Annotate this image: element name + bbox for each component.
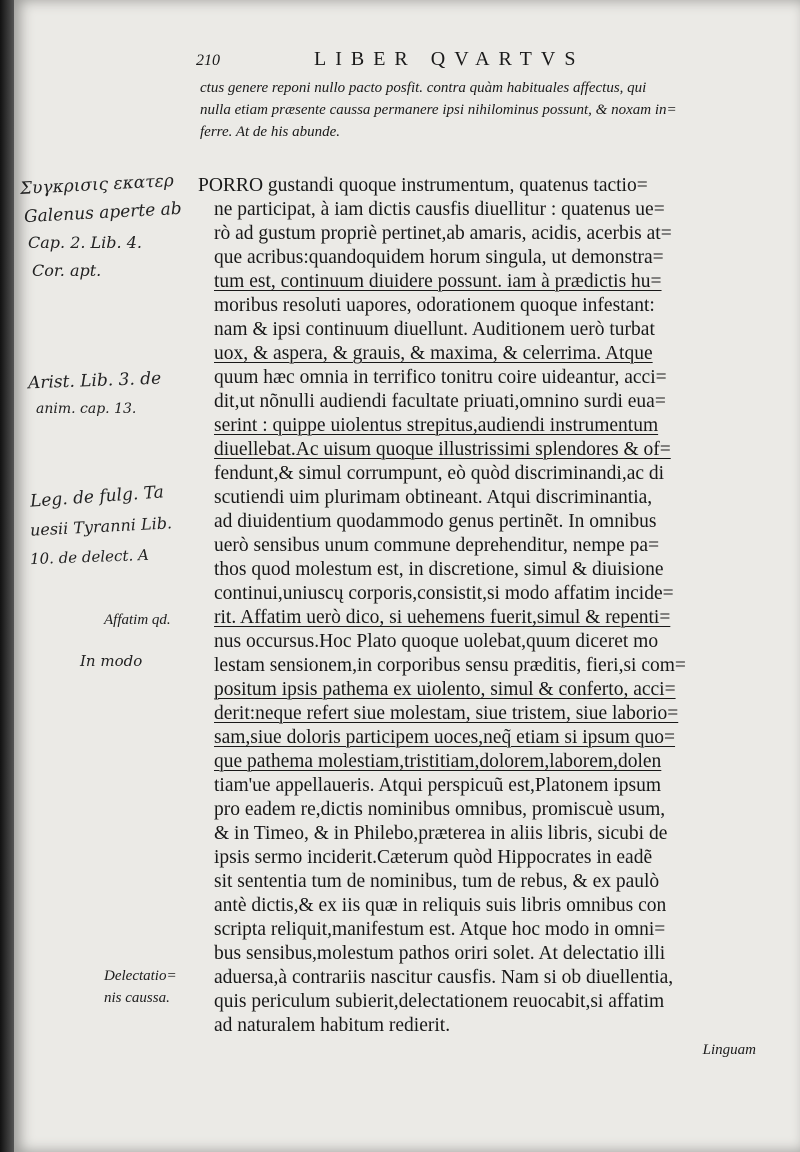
body-text-line: dit,ut nõnulli audiendi facultate priuati,omnino surdi eua= bbox=[214, 391, 666, 412]
body-text-line: nus occursus.Hoc Plato quoque uolebat,quum diceret mo bbox=[214, 631, 659, 652]
catchword: Linguam bbox=[702, 1042, 756, 1058]
body-text-line: continui,uniuscų corporis,consistit,si modo affatim incide= bbox=[214, 583, 674, 604]
page-header bbox=[196, 48, 756, 74]
body-text-line: ad naturalem habitum redierit. bbox=[214, 1015, 451, 1036]
body-text-line: sit sententia tum de nominibus, tum de rebus, & ex paulò bbox=[214, 871, 660, 892]
body-text-line: sam,siue doloris participem uoces,neq̃ etiam si ipsum quo= bbox=[214, 727, 676, 748]
body-text-line: fendunt,& simul corrumpunt, eò quòd discriminandi,ac di bbox=[214, 463, 665, 484]
body-text-line: aduersa,à contrariis nascitur causfis. Nam si ob diuellentia, bbox=[214, 967, 674, 988]
body-text-line: quum hæc omnia in terrifico tonitru coire uideantur, acci= bbox=[214, 367, 667, 388]
handwritten-annotation: anim. cap. 13. bbox=[36, 401, 137, 417]
continued-text-line: nulla etiam præsente caussa permanere ipsi nihilominus possunt, & noxam in= bbox=[200, 102, 677, 118]
body-text-line: uerò sensibus unum commune deprehenditur, nempe pa= bbox=[214, 535, 660, 556]
body-text-line: ad diuidentium quodammodo genus pertinẽt. In omnibus bbox=[214, 511, 657, 532]
handwritten-annotation: In modo bbox=[80, 652, 143, 670]
handwritten-annotation: Galenus aperte ab bbox=[23, 198, 183, 228]
body-text-line: derit:neque refert siue molestam, siue tristem, siue laborio= bbox=[214, 703, 679, 724]
continued-text-line: ferre. At de his abunde. bbox=[200, 124, 340, 140]
margin-note-affatim: Affatim qd. bbox=[104, 612, 171, 628]
body-text-line: ne participat, à iam dictis causfis diuellitur : quatenus ue= bbox=[214, 199, 665, 220]
body-text-line: scripta reliquit,manifestum est. Atque hoc modo in omni= bbox=[214, 919, 666, 940]
running-title: LIBER QVARTVS bbox=[314, 48, 585, 70]
body-text-line: lestam sensionem,in corporibus sensu præditis, fieri,si com= bbox=[214, 655, 686, 676]
body-text-line: serint : quippe uiolentus strepitus,audiendi instrumentum bbox=[214, 415, 659, 436]
body-text-line: thos quod molestum est, in discretione, simul & diuisione bbox=[214, 559, 664, 580]
body-text-line: nam & ipsi continuum diuellunt. Auditionem uerò turbat bbox=[214, 319, 655, 340]
body-text-line: tum est, continuum diuidere possunt. iam à prædictis hu= bbox=[214, 271, 662, 292]
margin-note-delectatio: Delectatio= bbox=[104, 968, 177, 984]
body-text-line: bus sensibus,molestum pathos oriri solet. At delectatio illi bbox=[214, 943, 666, 964]
body-text-line: antè dictis,& ex iis quæ in reliquis suis libris omnibus con bbox=[214, 895, 667, 916]
body-text-line: & in Timeo, & in Philebo,præterea in aliis libris, sicubi de bbox=[214, 823, 668, 844]
body-text-line: rò ad gustum propriè pertinet,ab amaris, acidis, acerbis at= bbox=[214, 223, 672, 244]
body-text-line: uox, & aspera, & grauis, & maxima, & celerrima. Atque bbox=[214, 343, 653, 364]
handwritten-annotation: Cap. 2. Lib. 4. bbox=[28, 233, 142, 252]
body-text-line: que acribus:quandoquidem horum singula, ut demonstra= bbox=[214, 247, 664, 268]
handwritten-annotation: Arist. Lib. 3. de bbox=[27, 368, 162, 394]
continued-text-line: ctus genere reponi nullo pacto posfit. contra quàm habituales affectus, qui bbox=[200, 80, 647, 96]
handwritten-annotation: Leg. de fulg. Ta bbox=[29, 482, 165, 512]
body-text-line: diuellebat.Ac uisum quoque illustrissimi splendores & of= bbox=[214, 439, 671, 460]
handwritten-annotation: 10. de delect. A bbox=[29, 545, 150, 569]
handwritten-annotation: Cor. apt. bbox=[32, 261, 102, 280]
body-text-line: scutiendi uim plurimam obtineant. Atqui discriminantia, bbox=[214, 487, 653, 508]
body-text-line: tiam'ue appellaueris. Atqui perspicuũ est,Platonem ipsum bbox=[214, 775, 662, 796]
body-text-line: moribus resoluti uapores, odorationem quoque infestant: bbox=[214, 295, 655, 316]
body-text-line: rit. Affatim uerò dico, si uehemens fuerit,simul & repenti= bbox=[214, 607, 671, 628]
margin-note-delectatio-cont: nis caussa. bbox=[104, 990, 170, 1006]
body-text-line: positum ipsis pathema ex uiolento, simul & conferto, acci= bbox=[214, 679, 676, 700]
body-text-line: pro eadem re,dictis nominibus omnibus, promiscuè usum, bbox=[214, 799, 666, 820]
body-text-line: quis periculum subierit,delectationem reuocabit,si affatim bbox=[214, 991, 665, 1012]
book-gutter bbox=[0, 0, 14, 1152]
body-text-line: que pathema molestiam,tristitiam,dolorem,laborem,dolen bbox=[214, 751, 662, 772]
page-number: 210 bbox=[196, 52, 220, 69]
handwritten-annotation: Συγκρισις εκατερ bbox=[19, 170, 175, 200]
handwritten-annotation: uesii Tyranni Lib. bbox=[29, 513, 173, 540]
body-text-line: ipsis sermo inciderit.Cæterum quòd Hippocrates in eadẽ bbox=[214, 847, 653, 868]
body-text-line: PORRO gustandi quoque instrumentum, quatenus tactio= bbox=[198, 175, 648, 196]
